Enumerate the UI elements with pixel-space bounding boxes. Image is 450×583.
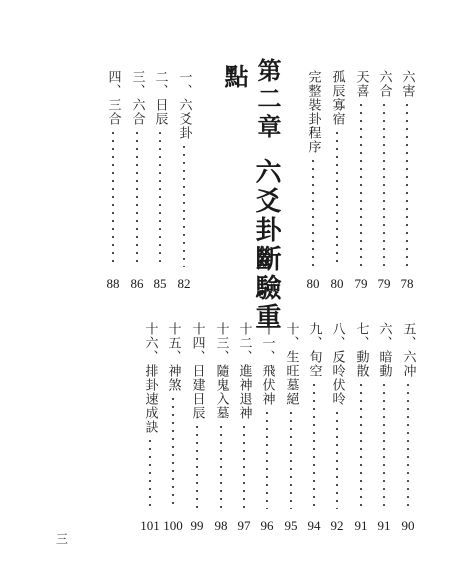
toc-entry[interactable] xyxy=(373,322,395,512)
toc-entry-label: 六害 xyxy=(399,70,415,98)
toc-entry-label: 三、六合 xyxy=(129,70,145,126)
dot-leader xyxy=(383,101,385,267)
toc-page-number: 86 xyxy=(130,276,144,291)
dot-leader xyxy=(312,157,314,267)
toc-page-number: 96 xyxy=(260,518,274,533)
toc-entry[interactable] xyxy=(302,70,324,270)
dot-leader xyxy=(360,101,362,267)
chapter-number: 第二章 xyxy=(253,58,282,142)
toc-page-number: 88 xyxy=(106,276,120,291)
toc-entry-label: 十五、神煞 xyxy=(165,322,181,392)
dot-leader xyxy=(290,409,292,509)
toc-entry[interactable] xyxy=(149,70,171,270)
dot-leader xyxy=(406,101,408,267)
toc-entry-label: 一、六爻卦 xyxy=(176,70,192,140)
toc-entry[interactable] xyxy=(186,322,208,512)
toc-entry-label: 二、日辰 xyxy=(152,70,168,126)
toc-entry-label: 六、暗動 xyxy=(376,322,392,378)
toc-page-number: 101 xyxy=(140,518,160,533)
dot-leader xyxy=(136,129,138,267)
toc-entry[interactable] xyxy=(350,70,372,270)
toc-entry-label: 六合 xyxy=(376,70,392,98)
toc-entry[interactable] xyxy=(303,322,325,512)
toc-page-number: 95 xyxy=(284,518,298,533)
dot-leader xyxy=(336,129,338,267)
toc-entry[interactable] xyxy=(326,70,348,270)
toc-page-number: 92 xyxy=(330,518,344,533)
toc-entry[interactable] xyxy=(173,70,195,270)
toc-page-number: 100 xyxy=(163,518,183,533)
toc-entry[interactable] xyxy=(256,322,278,512)
toc-page-number: 80 xyxy=(306,276,320,291)
dot-leader xyxy=(220,423,222,509)
dot-leader xyxy=(243,423,245,509)
toc-entry[interactable] xyxy=(210,322,232,512)
dot-leader xyxy=(149,437,151,509)
toc-entry[interactable] xyxy=(350,322,372,512)
toc-page-number: 91 xyxy=(354,518,368,533)
dot-leader xyxy=(313,381,315,509)
toc-page-number: 94 xyxy=(307,518,321,533)
dot-leader xyxy=(196,423,198,509)
toc-entry-label: 九、旬空 xyxy=(306,322,322,378)
toc-entry-label: 七、動散 xyxy=(353,322,369,378)
dot-leader xyxy=(266,409,268,509)
dot-leader xyxy=(336,409,338,509)
page-marker: 三 xyxy=(56,532,69,546)
toc-page-number: 80 xyxy=(330,276,344,291)
toc-entry[interactable] xyxy=(126,70,148,270)
toc-entry-label: 天喜 xyxy=(353,70,369,98)
toc-page-number: 85 xyxy=(153,276,167,291)
toc-entry[interactable] xyxy=(162,322,184,512)
toc-entry-label: 十六、排卦速成訣 xyxy=(142,322,158,434)
toc-entry[interactable] xyxy=(396,70,418,270)
toc-page-number: 97 xyxy=(237,518,251,533)
toc-page-number: 79 xyxy=(377,276,391,291)
toc-entry-label: 十一、飛伏神 xyxy=(259,322,275,406)
toc-entry[interactable] xyxy=(102,70,124,270)
toc-entry-label: 孤辰寡宿 xyxy=(329,70,345,126)
chapter-title-overflow: 點 xyxy=(220,64,249,88)
dot-leader xyxy=(383,381,385,509)
toc-entry[interactable] xyxy=(233,322,255,512)
toc-entry[interactable] xyxy=(397,322,419,512)
dot-leader xyxy=(183,143,185,267)
toc-entry-label: 十四、日建日辰 xyxy=(189,322,205,420)
toc-entry[interactable] xyxy=(373,70,395,270)
dot-leader xyxy=(112,129,114,267)
toc-entry[interactable] xyxy=(326,322,348,512)
toc-entry[interactable] xyxy=(139,322,161,512)
toc-page-number: 91 xyxy=(377,518,391,533)
toc-entry-label: 十、生旺墓絕 xyxy=(283,322,299,406)
toc-entry-label: 完整裝卦程序 xyxy=(305,70,321,154)
dot-leader xyxy=(407,381,409,509)
toc-page-number: 99 xyxy=(190,518,204,533)
toc-entry[interactable] xyxy=(280,322,302,512)
toc-entry-label: 十三、隨鬼入墓 xyxy=(213,322,229,420)
chapter-title: 六爻卦斷驗重 xyxy=(251,158,281,332)
toc-entry-label: 四、三合 xyxy=(105,70,121,126)
toc-page-number: 79 xyxy=(354,276,368,291)
toc-page-number: 98 xyxy=(214,518,228,533)
dot-leader xyxy=(360,381,362,509)
toc-page-number: 82 xyxy=(177,276,191,291)
dot-leader xyxy=(159,129,161,267)
toc-entry-label: 十二、進神退神 xyxy=(236,322,252,420)
dot-leader xyxy=(172,395,174,509)
toc-page-number: 90 xyxy=(401,518,415,533)
toc-page-number: 78 xyxy=(400,276,414,291)
toc-entry-label: 八、反呤伏呤 xyxy=(329,322,345,406)
toc-entry-label: 五、六冲 xyxy=(400,322,416,378)
